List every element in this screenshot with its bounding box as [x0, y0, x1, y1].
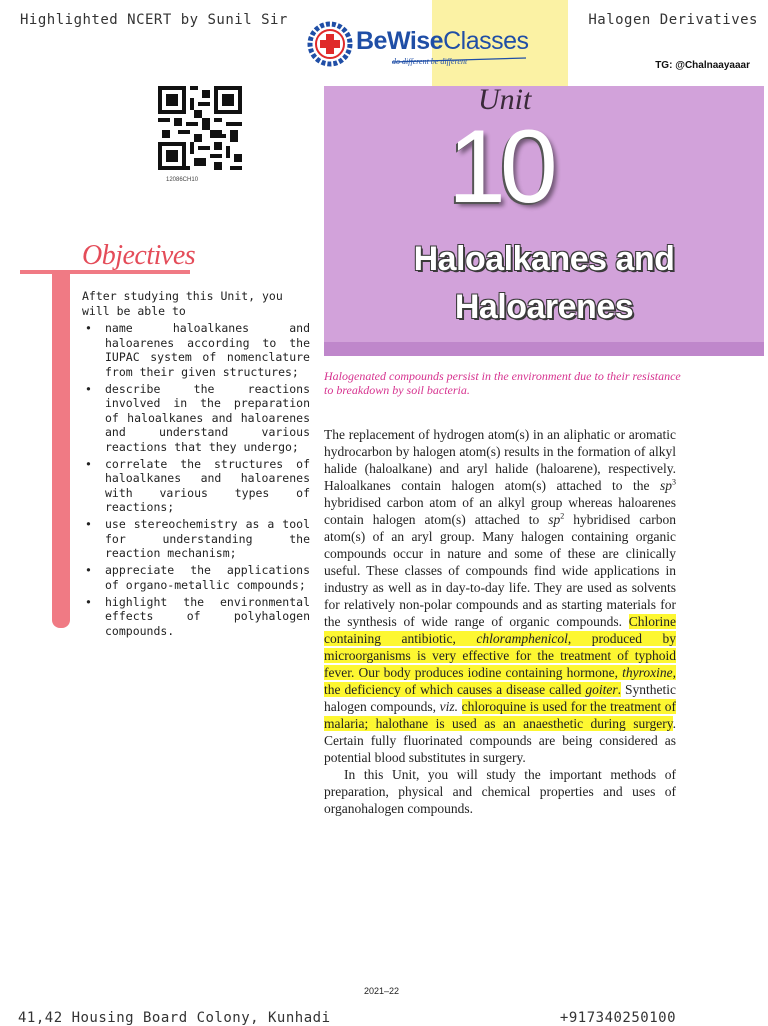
objectives-title: Objectives — [82, 240, 196, 271]
highlight-antibiotic: Chlorine containing antibiotic, chloramphenicol, produced by microorganisms is very effective for the treatment of typhoid fever. Our body produces iodine containing hormone, thyroxine, the deficiency of which causes a disease called goiter. — [324, 614, 676, 697]
objectives-bar-vertical — [52, 270, 70, 628]
header-left-text: Highlighted NCERT by Sunil Sir — [20, 12, 288, 28]
objective-item: • name haloalkanes and haloarenes according to the IUPAC system of nomenclature from their given structures; — [85, 321, 310, 379]
body-text — [324, 426, 676, 817]
unit-number: 10 — [448, 109, 552, 225]
objective-item: • describe the reactions involved in the preparation of haloalkanes and haloarenes and understand various reactions that they undergo; — [85, 381, 310, 454]
highlight-chloroquine: chloroquine is used for the treatment of malaria; halothane is used as an anaesthetic during surgery — [324, 699, 677, 731]
objectives-list — [82, 321, 310, 641]
body-paragraph-2: In this Unit, you will study the important methods of preparation, physical and chemical properties and uses of organohalogen compounds. — [324, 767, 676, 816]
objective-item: • correlate the structures of haloalkanes and haloarenes with various types of reactions; — [85, 456, 310, 514]
page-year: 2021–22 — [364, 986, 400, 996]
objective-item: • appreciate the applications of organo-metallic compounds; — [85, 563, 310, 592]
chapter-title-line2: Haloarenes — [454, 288, 634, 326]
logo-tagline: do different be different — [392, 57, 468, 66]
chapter-title-line1: Haloalkanes and — [413, 240, 675, 278]
qr-code-label: 12086CH10 — [166, 177, 199, 183]
footer-address: 41,42 Housing Board Colony, Kunhadi — [18, 1010, 331, 1026]
unit-word: Unit — [478, 83, 532, 116]
logo-brand-part1: BeWise — [356, 27, 444, 55]
footer-phone: +917340250100 — [559, 1010, 676, 1026]
telegram-handle: TG: @Chalnaayaaar — [655, 60, 750, 71]
objective-item: • highlight the environmental effects of polyhalogen compounds. — [85, 594, 310, 638]
objectives-intro: After studying this Unit, you will be able to — [82, 289, 283, 318]
logo-brand-text — [356, 27, 529, 56]
unit-title-stripe — [324, 342, 764, 356]
logo-brand-part2: Classes — [443, 27, 529, 55]
body-paragraph-1: The replacement of hydrogen atom(s) in an aliphatic or aromatic hydrocarbon by halogen atom(s) results in the formation of alkyl halide (haloalkane) and aryl halide (haloarene), respectively. Haloalkanes contain halogen atom(s) attached to the $sp^3$ hybridised carbon atom of an alkyl group whereas haloarenes contain halogen atom(s) attached to $sp^2$ hybridised carbon atom(s) of an aryl group. Many halogen containing organic compounds occur in nature and some of these are clinically useful. These classes of compounds find wide applications in industry as well as in day-to-day life. They are used as solvents for relatively non-polar compounds and as starting materials for the synthesis of wide range of organic compounds. Chlorine containing antibiotic, chloramphenicol, produced by microorganisms is very effective for the treatment of typhoid fever. Our body produces iodine containing hormone, thyroxine, the deficiency of which causes a disease called goiter. Synthetic halogen compounds, viz. chloroquine is used for the treatment of malaria; halothane is used as an anaesthetic during surgery. Certain fully fluorinated compounds are being considered as potential blood substitutes in surgery. — [324, 427, 677, 765]
intro-quote: Halogenated compounds persist in the environment due to their resistance to breakdown by soil bacteria. — [324, 369, 681, 397]
objective-item: • use stereochemistry as a tool for understanding the reaction mechanism; — [85, 517, 310, 560]
qr-code-icon — [158, 86, 242, 170]
header-right-text: Halogen Derivatives — [588, 12, 758, 28]
